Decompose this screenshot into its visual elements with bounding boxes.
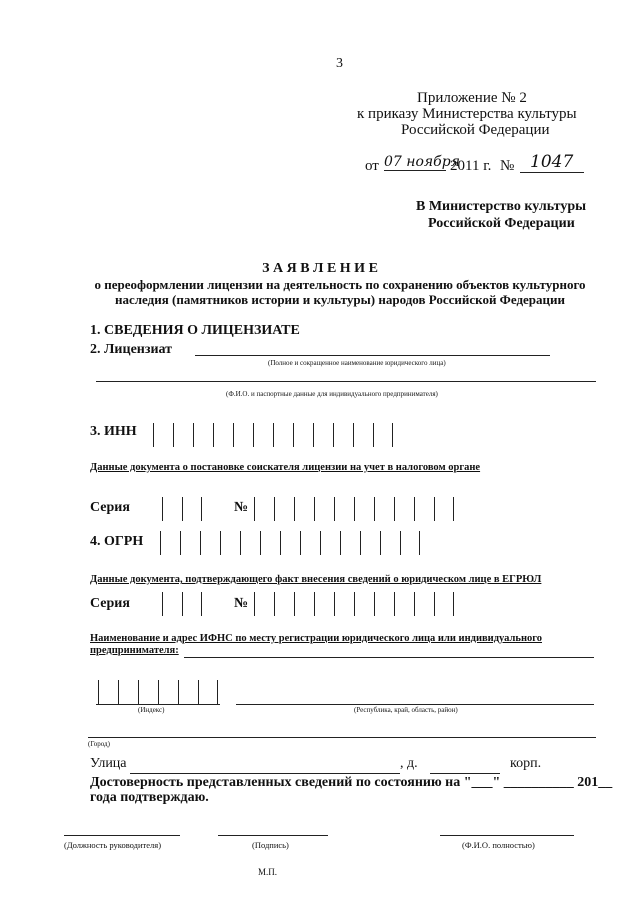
building-label: корп. xyxy=(510,756,542,771)
input-cell[interactable] xyxy=(160,531,180,555)
document-title: З А Я В Л Е Н И Е xyxy=(262,261,378,276)
ifns-region-caption: (Республика, край, область, район) xyxy=(354,706,458,714)
input-cell[interactable] xyxy=(320,531,340,555)
input-cell[interactable] xyxy=(354,497,374,521)
egrul-series-cells[interactable] xyxy=(162,592,202,616)
position-line[interactable] xyxy=(64,835,180,836)
input-cell[interactable] xyxy=(394,497,414,521)
input-cell[interactable] xyxy=(98,680,118,704)
input-cell[interactable] xyxy=(313,423,333,447)
egrul-number-cells[interactable] xyxy=(254,592,454,616)
input-cell[interactable] xyxy=(118,680,138,704)
document-subtitle-line2: наследия (памятников истории и культуры) народов Российской Федерации xyxy=(115,292,565,307)
input-cell[interactable] xyxy=(434,497,454,521)
document-subtitle-line1: о переоформлении лицензии на деятельность по сохранению объектов культурного xyxy=(94,277,586,292)
confirm-line1: Достоверность представленных сведений по состоянию на "___" __________ 201__ xyxy=(90,775,613,790)
input-cell[interactable] xyxy=(400,531,420,555)
house-line[interactable] xyxy=(430,773,500,774)
input-cell[interactable] xyxy=(198,680,218,704)
input-cell[interactable] xyxy=(274,592,294,616)
input-cell[interactable] xyxy=(374,592,394,616)
input-cell[interactable] xyxy=(240,531,260,555)
position-caption: (Должность руководителя) xyxy=(64,840,162,850)
input-cell[interactable] xyxy=(334,497,354,521)
input-cell[interactable] xyxy=(200,531,220,555)
licensee-caption1: (Полное и сокращенное наименование юридического лица) xyxy=(268,359,446,367)
input-cell[interactable] xyxy=(380,531,400,555)
licensee-name-line[interactable] xyxy=(195,355,550,356)
input-cell[interactable] xyxy=(220,531,240,555)
input-cell[interactable] xyxy=(260,531,280,555)
ifns-index-caption: (Индекс) xyxy=(138,706,165,714)
input-cell[interactable] xyxy=(293,423,313,447)
licensee-passport-line[interactable] xyxy=(96,381,596,382)
appendix-line3: Российской Федерации xyxy=(401,122,550,138)
input-cell[interactable] xyxy=(434,592,454,616)
ogrn-label: 4. ОГРН xyxy=(90,534,144,549)
input-cell[interactable] xyxy=(138,680,158,704)
house-label: , д. xyxy=(400,756,418,771)
input-cell[interactable] xyxy=(414,497,434,521)
name-line[interactable] xyxy=(440,835,574,836)
appendix-line2: к приказу Министерства культуры xyxy=(357,106,577,122)
input-cell[interactable] xyxy=(294,497,314,521)
stamp-place: М.П. xyxy=(258,867,278,877)
input-cell[interactable] xyxy=(280,531,300,555)
input-cell[interactable] xyxy=(300,531,320,555)
input-cell[interactable] xyxy=(360,531,380,555)
inn-cells[interactable] xyxy=(153,423,393,447)
order-number-handwritten: 1047 xyxy=(520,152,584,173)
input-cell[interactable] xyxy=(213,423,233,447)
input-cell[interactable] xyxy=(414,592,434,616)
input-cell[interactable] xyxy=(173,423,193,447)
input-cell[interactable] xyxy=(182,497,202,521)
section1-heading: 1. СВЕДЕНИЯ О ЛИЦЕНЗИАТЕ xyxy=(90,323,300,338)
order-date-handwritten: 07 ноября xyxy=(384,154,460,170)
name-caption: (Ф.И.О. полностью) xyxy=(462,840,535,850)
signature-line[interactable] xyxy=(218,835,328,836)
input-cell[interactable] xyxy=(353,423,373,447)
tax-doc-heading: Данные документа о постановке соискателя лицензии на учет в налоговом органе xyxy=(90,462,481,473)
licensee-caption2: (Ф.И.О. и паспортные данные для индивидуального предпринимателя) xyxy=(226,390,438,398)
addressee-line2: Российской Федерации xyxy=(428,216,575,231)
input-cell[interactable] xyxy=(233,423,253,447)
inn-label: 3. ИНН xyxy=(90,424,137,439)
input-cell[interactable] xyxy=(253,423,273,447)
egrul-number-label: № xyxy=(234,596,249,611)
input-cell[interactable] xyxy=(162,592,182,616)
tax-series-cells[interactable] xyxy=(162,497,202,521)
input-cell[interactable] xyxy=(153,423,173,447)
input-cell[interactable] xyxy=(333,423,353,447)
input-cell[interactable] xyxy=(394,592,414,616)
input-cell[interactable] xyxy=(273,423,293,447)
input-cell[interactable] xyxy=(294,592,314,616)
input-cell[interactable] xyxy=(178,680,198,704)
egrul-doc-heading: Данные документа, подтверждающего факт внесения сведений о юридическом лице в ЕГРЮЛ xyxy=(90,574,542,585)
input-cell[interactable] xyxy=(254,592,274,616)
tax-series-label: Серия xyxy=(90,500,130,515)
addressee-line1: В Министерство культуры xyxy=(416,199,587,214)
input-cell[interactable] xyxy=(274,497,294,521)
input-cell[interactable] xyxy=(340,531,360,555)
input-cell[interactable] xyxy=(182,592,202,616)
licensee-label: 2. Лицензиат xyxy=(90,342,173,357)
ifns-heading-line2: предпринимателя: xyxy=(90,645,179,656)
input-cell[interactable] xyxy=(254,497,274,521)
ifns-region-line[interactable] xyxy=(236,704,594,705)
order-number-label: № xyxy=(500,158,515,174)
order-prefix: от xyxy=(365,158,379,174)
appendix-line1: Приложение № 2 xyxy=(417,90,527,106)
ifns-index-line xyxy=(96,704,220,705)
input-cell[interactable] xyxy=(314,497,334,521)
tax-number-cells[interactable] xyxy=(254,497,454,521)
order-year: 2011 г. xyxy=(450,158,492,174)
ogrn-cells[interactable] xyxy=(160,531,420,555)
ifns-heading-line1: Наименование и адрес ИФНС по месту регистрации юридического лица или индивидуального xyxy=(90,633,542,644)
input-cell[interactable] xyxy=(158,680,178,704)
ifns-index-cells[interactable] xyxy=(98,680,218,704)
street-line[interactable] xyxy=(130,773,400,774)
ifns-city-line[interactable] xyxy=(88,737,596,738)
confirm-line2: года подтверждаю. xyxy=(90,790,209,805)
signature-caption: (Подпись) xyxy=(252,840,289,850)
input-cell[interactable] xyxy=(354,592,374,616)
input-cell[interactable] xyxy=(373,423,393,447)
ifns-name-line[interactable] xyxy=(184,657,594,658)
input-cell[interactable] xyxy=(334,592,354,616)
input-cell[interactable] xyxy=(193,423,213,447)
input-cell[interactable] xyxy=(180,531,200,555)
tax-number-label: № xyxy=(234,500,249,515)
input-cell[interactable] xyxy=(162,497,182,521)
page-number: 3 xyxy=(336,56,343,71)
street-label: Улица xyxy=(90,756,127,771)
input-cell[interactable] xyxy=(374,497,394,521)
input-cell[interactable] xyxy=(314,592,334,616)
egrul-series-label: Серия xyxy=(90,596,130,611)
ifns-city-caption: (Город) xyxy=(88,740,110,748)
